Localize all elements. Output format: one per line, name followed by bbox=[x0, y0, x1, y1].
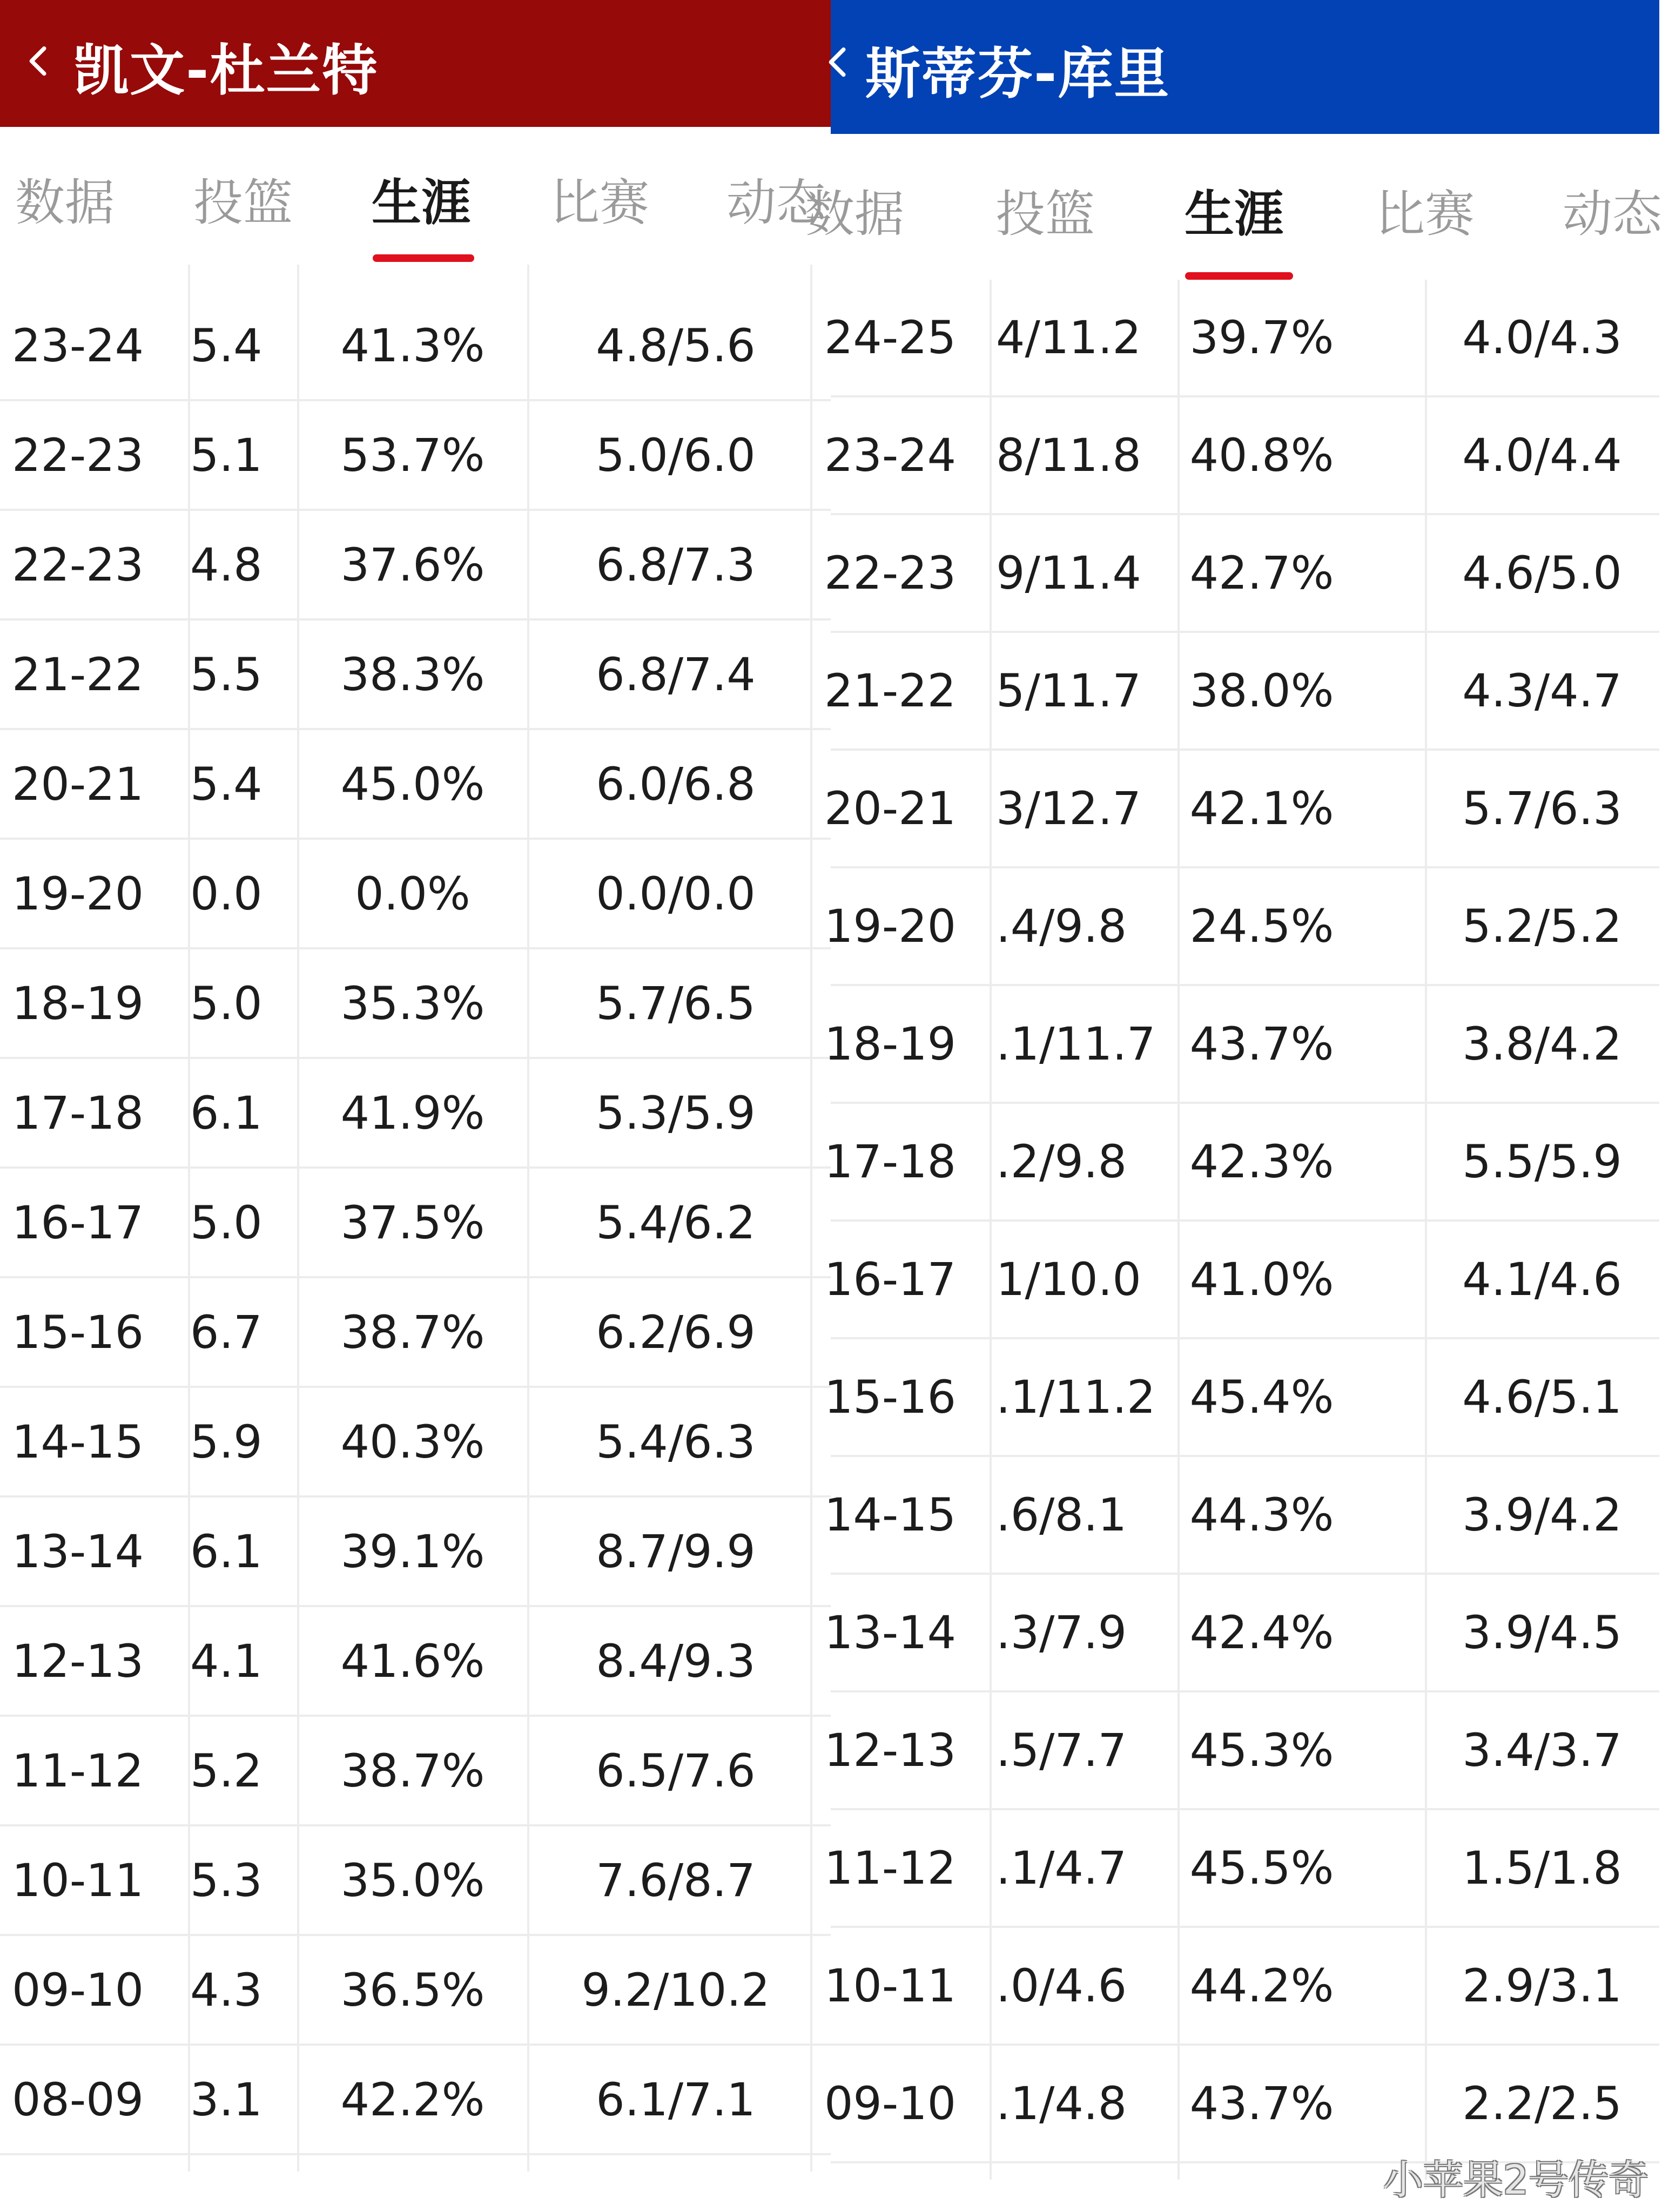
percentage-cell: 41.3% bbox=[340, 319, 485, 372]
season-cell: 19-20 bbox=[824, 900, 957, 953]
percentage-cell: 38.7% bbox=[340, 1305, 485, 1359]
made-attempt-cell: 6.8/7.4 bbox=[596, 648, 756, 701]
stat-value-cell: 4/11.2 bbox=[996, 311, 1141, 364]
percentage-cell: 42.4% bbox=[1189, 1606, 1334, 1659]
made-attempt-cell: 8.4/9.3 bbox=[596, 1634, 756, 1688]
made-attempt-cell: 4.0/4.4 bbox=[1462, 429, 1622, 482]
percentage-cell: 44.2% bbox=[1189, 1959, 1334, 2012]
percentage-cell: 42.2% bbox=[340, 2073, 485, 2126]
season-row[interactable] bbox=[0, 2046, 831, 2155]
stat-value-cell: 6.1 bbox=[190, 1525, 263, 1578]
made-attempt-cell: 5.4/6.2 bbox=[596, 1196, 756, 1249]
season-row[interactable] bbox=[824, 751, 1659, 868]
made-attempt-cell: 5.2/5.2 bbox=[1462, 900, 1622, 953]
season-cell: 08-09 bbox=[11, 2073, 144, 2126]
season-cell: 16-17 bbox=[11, 1196, 144, 1249]
season-row[interactable] bbox=[0, 1498, 831, 1607]
right-header-bar bbox=[831, 0, 1659, 134]
made-attempt-cell: 3.9/4.2 bbox=[1462, 1488, 1622, 1541]
stat-value-cell: .3/7.9 bbox=[996, 1606, 1127, 1659]
season-row[interactable] bbox=[0, 840, 831, 949]
stat-value-cell: 5.1 bbox=[190, 428, 263, 482]
stat-value-cell: 1/10.0 bbox=[996, 1253, 1141, 1306]
player-name-title: 凯文-杜兰特 bbox=[73, 39, 379, 103]
season-cell: 10-11 bbox=[11, 1853, 144, 1907]
stat-value-cell: 3/12.7 bbox=[996, 782, 1141, 835]
made-attempt-cell: 6.1/7.1 bbox=[596, 2073, 756, 2126]
tab-news[interactable]: 动态 bbox=[1563, 185, 1662, 243]
career-stats-table bbox=[0, 265, 831, 2212]
percentage-cell: 41.0% bbox=[1189, 1253, 1334, 1306]
made-attempt-cell: 5.7/6.3 bbox=[1462, 782, 1622, 835]
player-name-title: 斯蒂芬-库里 bbox=[865, 42, 1170, 106]
column-divider bbox=[297, 265, 299, 2171]
career-stats-table bbox=[824, 280, 1659, 2212]
right-tab-bar bbox=[805, 134, 1662, 280]
percentage-cell: 45.5% bbox=[1189, 1842, 1334, 1894]
season-cell: 16-17 bbox=[824, 1253, 957, 1306]
percentage-cell: 35.3% bbox=[340, 976, 485, 1030]
season-cell: 22-23 bbox=[11, 428, 144, 482]
stat-value-cell: .1/11.2 bbox=[996, 1371, 1156, 1424]
made-attempt-cell: 5.7/6.5 bbox=[596, 976, 756, 1030]
tab-career[interactable]: 生涯 bbox=[372, 174, 472, 232]
season-row[interactable] bbox=[824, 868, 1659, 986]
made-attempt-cell: 6.2/6.9 bbox=[596, 1305, 756, 1359]
made-attempt-cell: 3.8/4.2 bbox=[1462, 1017, 1622, 1070]
season-row[interactable] bbox=[824, 1810, 1659, 1928]
season-row[interactable] bbox=[824, 1575, 1659, 1692]
stat-value-cell: .1/11.7 bbox=[996, 1017, 1156, 1070]
season-row[interactable] bbox=[0, 949, 831, 1059]
made-attempt-cell: 5.5/5.9 bbox=[1462, 1135, 1622, 1188]
made-attempt-cell: 5.0/6.0 bbox=[596, 428, 756, 482]
season-row[interactable] bbox=[824, 515, 1659, 633]
column-divider bbox=[990, 280, 992, 2180]
back-arrow-icon[interactable] bbox=[809, 32, 869, 92]
percentage-cell: 35.0% bbox=[340, 1853, 485, 1907]
percentage-cell: 38.7% bbox=[340, 1744, 485, 1797]
season-row[interactable] bbox=[0, 1278, 831, 1388]
stat-value-cell: 5.9 bbox=[190, 1415, 263, 1468]
percentage-cell: 24.5% bbox=[1189, 900, 1334, 953]
column-divider bbox=[188, 265, 190, 2171]
season-row[interactable] bbox=[0, 1717, 831, 1826]
season-row[interactable] bbox=[824, 633, 1659, 751]
stat-value-cell: .2/9.8 bbox=[996, 1135, 1127, 1188]
percentage-cell: 45.4% bbox=[1189, 1371, 1334, 1424]
stat-value-cell: 5.0 bbox=[190, 976, 263, 1030]
made-attempt-cell: 4.8/5.6 bbox=[596, 319, 756, 372]
percentage-cell: 44.3% bbox=[1189, 1488, 1334, 1541]
tab-news[interactable]: 动态 bbox=[726, 174, 826, 232]
percentage-cell: 37.5% bbox=[340, 1196, 485, 1249]
made-attempt-cell: 8.7/9.9 bbox=[596, 1525, 756, 1578]
season-row[interactable] bbox=[824, 1457, 1659, 1575]
made-attempt-cell: 4.6/5.1 bbox=[1462, 1371, 1622, 1424]
season-cell: 09-10 bbox=[824, 2077, 957, 2130]
made-attempt-cell: 5.4/6.3 bbox=[596, 1415, 756, 1468]
percentage-cell: 0.0% bbox=[355, 867, 470, 920]
season-cell: 13-14 bbox=[11, 1525, 144, 1578]
percentage-cell: 42.7% bbox=[1189, 547, 1334, 599]
stat-value-cell: 8/11.8 bbox=[996, 429, 1141, 482]
stat-value-cell: .6/8.1 bbox=[996, 1488, 1127, 1541]
stat-value-cell: .0/4.6 bbox=[996, 1959, 1127, 2012]
season-row[interactable] bbox=[0, 292, 831, 401]
season-row[interactable] bbox=[824, 986, 1659, 1104]
season-row[interactable] bbox=[824, 2046, 1659, 2163]
made-attempt-cell: 4.0/4.3 bbox=[1462, 311, 1622, 364]
column-divider bbox=[1425, 280, 1427, 2180]
tab-data[interactable]: 数据 bbox=[15, 174, 115, 232]
season-cell: 20-21 bbox=[824, 782, 957, 835]
back-arrow-icon[interactable] bbox=[10, 31, 69, 91]
stat-value-cell: 6.7 bbox=[190, 1305, 263, 1359]
season-row[interactable] bbox=[0, 1059, 831, 1169]
season-row[interactable] bbox=[0, 1607, 831, 1717]
season-cell: 15-16 bbox=[824, 1371, 957, 1424]
season-cell: 22-23 bbox=[824, 547, 957, 599]
percentage-cell: 37.6% bbox=[340, 538, 485, 591]
season-cell: 19-20 bbox=[11, 867, 144, 920]
season-row[interactable] bbox=[824, 1104, 1659, 1222]
season-cell: 11-12 bbox=[824, 1842, 957, 1894]
stat-value-cell: .5/7.7 bbox=[996, 1724, 1127, 1777]
season-row[interactable] bbox=[0, 1826, 831, 1936]
stat-value-cell: 9/11.4 bbox=[996, 547, 1141, 599]
season-cell: 20-21 bbox=[11, 757, 144, 811]
season-cell: 15-16 bbox=[11, 1305, 144, 1359]
percentage-cell: 43.7% bbox=[1189, 1017, 1334, 1070]
made-attempt-cell: 2.9/3.1 bbox=[1462, 1959, 1622, 2012]
stat-value-cell: 5/11.7 bbox=[996, 664, 1141, 717]
column-divider bbox=[1177, 280, 1180, 2180]
season-cell: 23-24 bbox=[824, 429, 957, 482]
column-divider bbox=[527, 265, 529, 2171]
season-row[interactable] bbox=[824, 280, 1659, 397]
tab-shooting[interactable]: 投篮 bbox=[193, 174, 293, 232]
season-row[interactable] bbox=[0, 511, 831, 621]
season-row[interactable] bbox=[0, 401, 831, 511]
stat-value-cell: 5.3 bbox=[190, 1853, 263, 1907]
season-cell: 18-19 bbox=[11, 976, 144, 1030]
percentage-cell: 38.0% bbox=[1189, 664, 1334, 717]
made-attempt-cell: 3.4/3.7 bbox=[1462, 1724, 1622, 1777]
made-attempt-cell: 9.2/10.2 bbox=[581, 1963, 770, 2017]
season-cell: 24-25 bbox=[824, 311, 957, 364]
made-attempt-cell: 2.2/2.5 bbox=[1462, 2077, 1622, 2130]
percentage-cell: 42.3% bbox=[1189, 1135, 1334, 1188]
made-attempt-cell: 5.3/5.9 bbox=[596, 1086, 756, 1139]
watermark: 小苹果2号传奇 bbox=[1383, 2157, 1648, 2203]
percentage-cell: 45.3% bbox=[1189, 1724, 1334, 1777]
percentage-cell: 43.7% bbox=[1189, 2077, 1334, 2130]
made-attempt-cell: 0.0/0.0 bbox=[596, 867, 756, 920]
percentage-cell: 40.3% bbox=[340, 1415, 485, 1468]
season-cell: 14-15 bbox=[11, 1415, 144, 1468]
tab-career[interactable]: 生涯 bbox=[1185, 185, 1284, 243]
season-cell: 17-18 bbox=[11, 1086, 144, 1139]
percentage-cell: 36.5% bbox=[340, 1963, 485, 2017]
season-row[interactable] bbox=[0, 1388, 831, 1498]
season-cell: 14-15 bbox=[824, 1488, 957, 1541]
stat-value-cell: 4.1 bbox=[190, 1634, 263, 1688]
stat-value-cell: 5.0 bbox=[190, 1196, 263, 1249]
made-attempt-cell: 1.5/1.8 bbox=[1462, 1842, 1622, 1894]
season-cell: 23-24 bbox=[11, 319, 144, 372]
percentage-cell: 40.8% bbox=[1189, 429, 1334, 482]
season-cell: 12-13 bbox=[11, 1634, 144, 1688]
active-tab-indicator bbox=[373, 254, 474, 262]
left-tab-bar bbox=[0, 127, 831, 265]
tab-games[interactable]: 比赛 bbox=[550, 174, 650, 232]
made-attempt-cell: 6.5/7.6 bbox=[596, 1744, 756, 1797]
made-attempt-cell: 4.3/4.7 bbox=[1462, 664, 1622, 717]
made-attempt-cell: 7.6/8.7 bbox=[596, 1853, 756, 1907]
stat-value-cell: 5.2 bbox=[190, 1744, 263, 1797]
tab-games[interactable]: 比赛 bbox=[1375, 185, 1475, 243]
stat-value-cell: 5.4 bbox=[190, 757, 263, 811]
season-row[interactable] bbox=[824, 1928, 1659, 2046]
percentage-cell: 45.0% bbox=[340, 757, 485, 811]
season-row[interactable] bbox=[0, 730, 831, 840]
stat-value-cell: 6.1 bbox=[190, 1086, 263, 1139]
percentage-cell: 53.7% bbox=[340, 428, 485, 482]
percentage-cell: 39.7% bbox=[1189, 311, 1334, 364]
stat-value-cell: 4.3 bbox=[190, 1963, 263, 2017]
stat-value-cell: .1/4.7 bbox=[996, 1842, 1127, 1894]
stat-value-cell: 4.8 bbox=[190, 538, 263, 591]
season-cell: 21-22 bbox=[824, 664, 957, 717]
season-row[interactable] bbox=[824, 1339, 1659, 1457]
percentage-cell: 39.1% bbox=[340, 1525, 485, 1578]
season-row[interactable] bbox=[824, 1222, 1659, 1339]
season-cell: 21-22 bbox=[11, 648, 144, 701]
percentage-cell: 41.6% bbox=[340, 1634, 485, 1688]
percentage-cell: 41.9% bbox=[340, 1086, 485, 1139]
stat-value-cell: 0.0 bbox=[190, 867, 263, 920]
season-cell: 17-18 bbox=[824, 1135, 957, 1188]
season-cell: 13-14 bbox=[824, 1606, 957, 1659]
made-attempt-cell: 3.9/4.5 bbox=[1462, 1606, 1622, 1659]
stat-value-cell: .4/9.8 bbox=[996, 900, 1127, 953]
percentage-cell: 42.1% bbox=[1189, 782, 1334, 835]
season-cell: 12-13 bbox=[824, 1724, 957, 1777]
season-cell: 22-23 bbox=[11, 538, 144, 591]
right-player-panel bbox=[805, 0, 1662, 2212]
percentage-cell: 38.3% bbox=[340, 648, 485, 701]
season-row[interactable] bbox=[824, 1692, 1659, 1810]
season-cell: 18-19 bbox=[824, 1017, 957, 1070]
season-cell: 11-12 bbox=[11, 1744, 144, 1797]
tab-data[interactable]: 数据 bbox=[805, 185, 905, 243]
left-header-bar bbox=[0, 0, 831, 127]
stat-value-cell: 5.5 bbox=[190, 648, 263, 701]
made-attempt-cell: 4.6/5.0 bbox=[1462, 547, 1622, 599]
made-attempt-cell: 6.8/7.3 bbox=[596, 538, 756, 591]
season-cell: 09-10 bbox=[11, 1963, 144, 2017]
active-tab-indicator bbox=[1185, 272, 1293, 280]
season-cell: 10-11 bbox=[824, 1959, 957, 2012]
season-row[interactable] bbox=[824, 397, 1659, 515]
season-row[interactable] bbox=[0, 621, 831, 730]
season-row[interactable] bbox=[0, 1936, 831, 2046]
stat-value-cell: 3.1 bbox=[190, 2073, 263, 2126]
stat-value-cell: .1/4.8 bbox=[996, 2077, 1127, 2130]
stat-value-cell: 5.4 bbox=[190, 319, 263, 372]
made-attempt-cell: 6.0/6.8 bbox=[596, 757, 756, 811]
season-row[interactable] bbox=[0, 1169, 831, 1278]
tab-shooting[interactable]: 投篮 bbox=[995, 185, 1095, 243]
made-attempt-cell: 4.1/4.6 bbox=[1462, 1253, 1622, 1306]
